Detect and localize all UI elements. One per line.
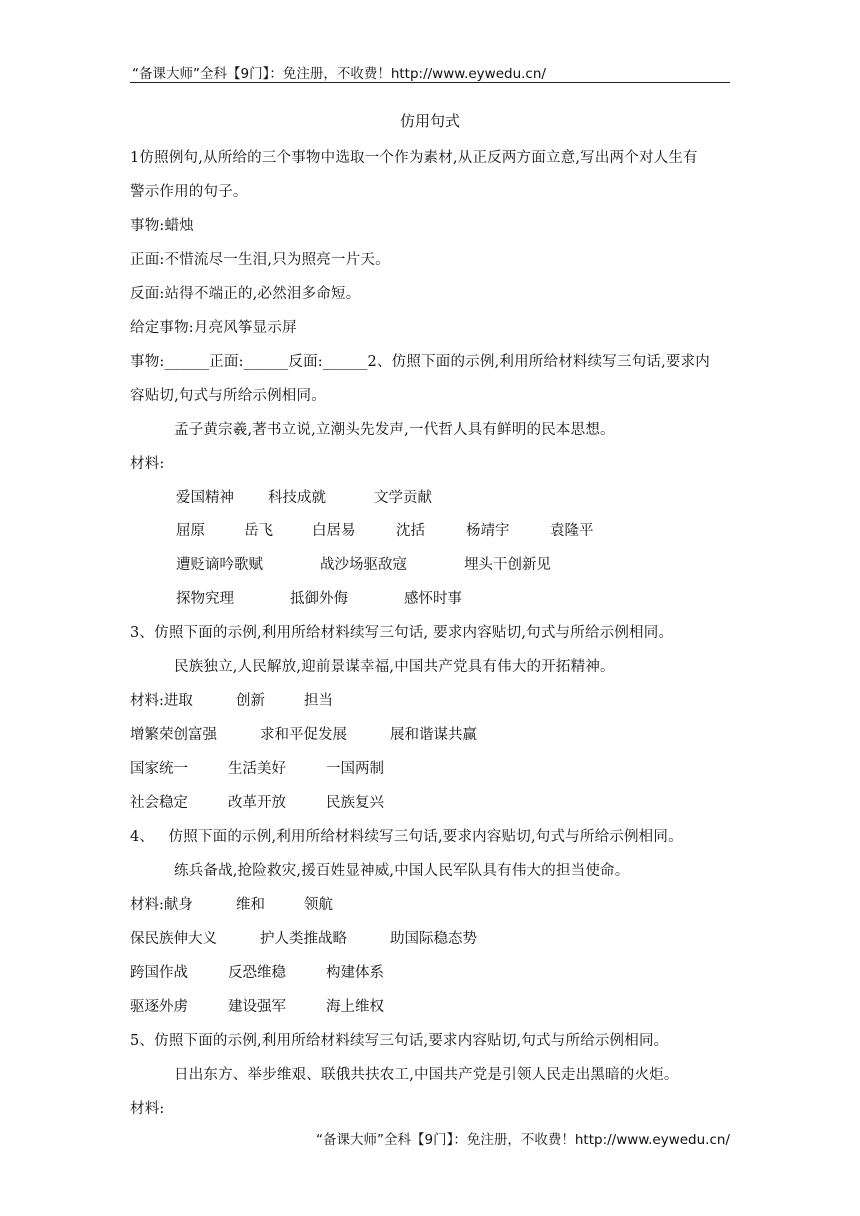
- material-item: 抵御外侮: [290, 591, 348, 607]
- q1-given-things: 给定事物:月亮风筝显示屏: [130, 320, 297, 336]
- q3-material-row4: [130, 791, 384, 812]
- material-item: 维和: [236, 897, 265, 913]
- q3-example: 民族独立,人民解放,迎前景谋幸福,中国共产党具有伟大的开拓精神。: [174, 659, 615, 675]
- material-item: 担当: [304, 693, 333, 709]
- material-item: 材料:进取: [130, 693, 193, 709]
- material-item: 增繁荣创富强: [130, 727, 217, 743]
- material-item: 改革开放: [228, 795, 286, 811]
- material-item: 助国际稳态势: [390, 931, 477, 947]
- material-item: 爱国精神: [176, 490, 234, 506]
- material-item: 沈括: [396, 523, 425, 539]
- material-item: 感怀时事: [404, 591, 462, 607]
- q2-example: 孟子黄宗羲,著书立说,立潮头先发声,一代哲人具有鲜明的民本思想。: [174, 422, 615, 438]
- material-item: 屈原: [176, 523, 205, 539]
- q2-material-label: 材料:: [130, 456, 165, 472]
- q1-example-thing: 事物:蜡烛: [130, 218, 194, 234]
- material-item: 生活美好: [228, 761, 286, 777]
- material-item: 展和谐谋共赢: [390, 727, 477, 743]
- material-item: 袁隆平: [550, 523, 594, 539]
- q2-instruction-cont: 容贴切,句式与所给示例相同。: [130, 388, 326, 404]
- q3-material-row3: [130, 757, 384, 778]
- material-item: 跨国作战: [130, 965, 188, 981]
- page-header: “备课大师”全科【9门】：免注册，不收费！http://www.eywedu.cn/: [132, 66, 546, 82]
- q1-example-negative: 反面:站得不端正的,必然泪多命短。: [130, 286, 361, 302]
- material-item: 科技成就: [268, 490, 326, 506]
- q4-material-row4: [130, 995, 384, 1016]
- material-item: 国家统一: [130, 761, 188, 777]
- q2-material-row4: [176, 587, 462, 608]
- material-item: 白居易: [312, 523, 356, 539]
- q2-material-row2: [176, 519, 594, 540]
- document-title: 仿用句式: [399, 112, 460, 130]
- material-item: 杨靖宇: [466, 523, 510, 539]
- q3-instruction: 3、仿照下面的示例,利用所给材料续写三句话, 要求内容贴切,句式与所给示例相同。: [130, 625, 674, 641]
- q1-instruction-line2: 警示作用的句子。: [130, 184, 248, 200]
- q4-instruction: 4、 仿照下面的示例,利用所给材料续写三句话,要求内容贴切,句式与所给示例相同。: [130, 829, 683, 845]
- material-item: 护人类推战略: [260, 931, 347, 947]
- q4-material-row1: [130, 893, 333, 914]
- material-item: 反恐维稳: [228, 965, 286, 981]
- material-item: 材料:献身: [130, 897, 193, 913]
- q3-material-row2: [130, 723, 477, 744]
- material-item: 岳飞: [244, 523, 273, 539]
- material-item: 社会稳定: [130, 795, 188, 811]
- material-item: 文学贡献: [374, 490, 432, 506]
- material-item: 遭贬谪吟歌赋: [176, 557, 263, 573]
- q5-example: 日出东方、举步维艰、联俄共扶农工,中国共产党是引领人民走出黑暗的火炬。: [174, 1067, 679, 1083]
- material-item: 一国两制: [326, 761, 384, 777]
- q2-material-row1: [176, 486, 432, 507]
- material-item: 驱逐外虏: [130, 999, 188, 1015]
- material-item: 构建体系: [326, 965, 384, 981]
- q1-example-positive: 正面:不惜流尽一生泪,只为照亮一片天。: [130, 252, 390, 268]
- material-item: 创新: [236, 693, 265, 709]
- material-item: 埋头干创新见: [464, 557, 551, 573]
- material-item: 保民族伸大义: [130, 931, 217, 947]
- material-item: 领航: [304, 897, 333, 913]
- q4-material-row2: [130, 927, 477, 948]
- q5-instruction: 5、仿照下面的示例,利用所给材料续写三句话,要求内容贴切,句式与所给示例相同。: [130, 1033, 669, 1049]
- header-rule: [130, 82, 730, 83]
- q4-example: 练兵备战,抢险救灾,援百姓显神威,中国人民军队具有伟大的担当使命。: [174, 863, 630, 879]
- material-item: 战沙场驱敌寇: [320, 557, 407, 573]
- material-item: 海上维权: [326, 999, 384, 1015]
- q3-material-row1: [130, 689, 333, 710]
- q1-instruction-line1: 1仿照例句,从所给的三个事物中选取一个作为素材,从正反两方面立意,写出两个对人生有: [130, 150, 698, 166]
- q4-material-row3: [130, 961, 384, 982]
- q1-answer-blanks: 事物:______正面:______反面:______2、仿照下面的示例,利用所给材料续写三句话,要求内: [130, 354, 710, 370]
- material-item: 探物究理: [176, 591, 234, 607]
- material-item: 民族复兴: [326, 795, 384, 811]
- material-item: 建设强军: [228, 999, 286, 1015]
- q5-material-label: 材料:: [130, 1101, 165, 1117]
- page-footer: “备课大师”全科【9门】：免注册，不收费！http://www.eywedu.cn/: [316, 1132, 730, 1148]
- material-item: 求和平促发展: [260, 727, 347, 743]
- q2-material-row3: [176, 553, 551, 574]
